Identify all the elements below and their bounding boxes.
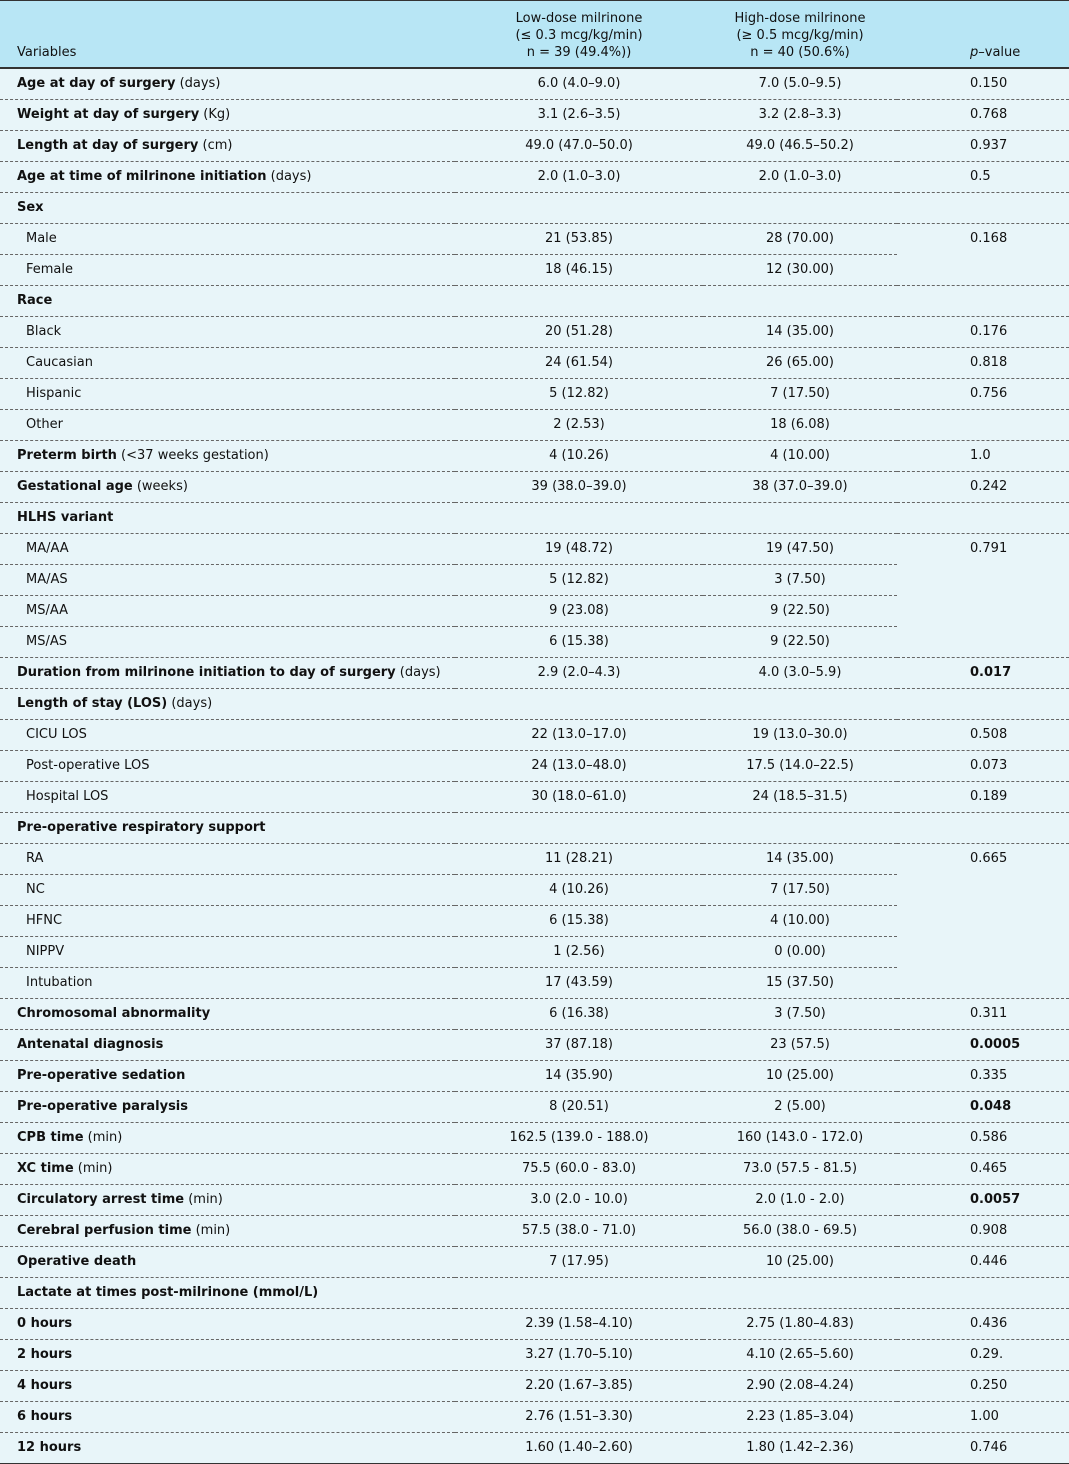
table-row	[0, 223, 1069, 254]
variable-label: Lactate at times post-milrinone (mmol/L)	[17, 1285, 319, 1300]
low-dose-value	[455, 1277, 703, 1308]
variable-label: Hospital LOS	[26, 789, 109, 804]
variable-label: Race	[17, 293, 53, 308]
p-value: 0.768	[970, 107, 1008, 122]
variable-cell	[0, 688, 455, 719]
low-dose-value: 4 (10.26)	[549, 448, 609, 463]
high-dose-value: 4 (10.00)	[770, 913, 830, 928]
variable-label: Hispanic	[26, 386, 82, 401]
high-dose-value	[703, 502, 897, 533]
separator-mask	[897, 625, 1069, 627]
variable-label: NC	[26, 882, 45, 897]
low-dose-value: 57.5 (38.0 - 71.0)	[521, 1223, 637, 1238]
p-value: 0.242	[970, 479, 1008, 494]
low-dose-value: 5 (12.82)	[549, 386, 609, 401]
separator-mask	[897, 253, 1069, 255]
high-dose-value: 28 (70.00)	[765, 231, 835, 246]
variable-unit: (<37 weeks gestation)	[116, 448, 269, 463]
separator-mask	[897, 904, 1069, 906]
variable-cell	[0, 1153, 455, 1184]
p-value: 0.048	[970, 1099, 1012, 1114]
high-dose-value: 56.0 (38.0 - 69.5)	[742, 1223, 858, 1238]
variable-cell	[0, 998, 455, 1029]
low-dose-value: 3.0 (2.0 - 10.0)	[530, 1192, 628, 1207]
table-row	[0, 874, 1069, 905]
variable-label: Pre-operative paralysis	[17, 1099, 188, 1114]
variable-label: Caucasian	[26, 355, 93, 370]
high-dose-value: 3 (7.50)	[774, 572, 826, 587]
variable-label: Cerebral perfusion time	[17, 1223, 192, 1238]
low-dose-value	[455, 502, 703, 533]
low-dose-value: 22 (13.0–17.0)	[531, 727, 627, 742]
variable-cell	[0, 1432, 455, 1463]
variable-cell	[0, 1091, 455, 1122]
variable-cell	[0, 843, 455, 874]
variable-unit: (days)	[395, 665, 441, 680]
p-value: 0.189	[970, 789, 1008, 804]
high-dose-value: 160 (143.0 - 172.0)	[736, 1130, 864, 1145]
high-dose-value	[703, 192, 897, 223]
p-value: 0.746	[970, 1440, 1008, 1455]
p-value	[897, 285, 1069, 316]
table-row	[0, 1401, 1069, 1432]
variable-label: Operative death	[17, 1254, 137, 1269]
high-dose-value: 3 (7.50)	[774, 1006, 826, 1021]
high-dose-value: 49.0 (46.5–50.2)	[746, 138, 854, 153]
low-dose-value: 6 (15.38)	[549, 634, 609, 649]
variable-label: Chromosomal abnormality	[17, 1006, 211, 1021]
high-dose-value: 14 (35.00)	[765, 324, 835, 339]
low-dose-value: 49.0 (47.0–50.0)	[525, 138, 633, 153]
low-dose-value: 1 (2.56)	[553, 944, 605, 959]
variable-label: 0 hours	[17, 1316, 73, 1331]
table-row	[0, 1370, 1069, 1401]
variable-label: Antenatal diagnosis	[17, 1037, 164, 1052]
p-value: 0.017	[970, 665, 1012, 680]
variable-cell	[0, 874, 455, 905]
variable-unit: (weeks)	[132, 479, 188, 494]
low-dose-value: 39 (38.0–39.0)	[531, 479, 627, 494]
low-dose-value: 24 (61.54)	[544, 355, 614, 370]
high-dose-value	[703, 1277, 897, 1308]
table-row	[0, 1184, 1069, 1215]
variable-label: Circulatory arrest time	[17, 1192, 185, 1207]
variable-cell	[0, 905, 455, 936]
low-dose-value: 3.1 (2.6–3.5)	[537, 107, 621, 122]
variable-cell	[0, 1029, 455, 1060]
variable-cell	[0, 626, 455, 657]
table-row	[0, 1215, 1069, 1246]
variable-cell	[0, 1308, 455, 1339]
variable-label: Age at day of surgery	[17, 76, 176, 91]
high-dose-value: 3.2 (2.8–3.3)	[758, 107, 842, 122]
low-dose-value: 7 (17.95)	[549, 1254, 609, 1269]
low-dose-value: 6.0 (4.0–9.0)	[537, 76, 621, 91]
p-value: 0.818	[970, 355, 1008, 370]
high-dose-value	[703, 688, 897, 719]
high-dose-value: 2 (5.00)	[774, 1099, 826, 1114]
table-row	[0, 1060, 1069, 1091]
p-value: 0.150	[970, 76, 1008, 91]
variable-unit: (min)	[184, 1192, 223, 1207]
low-dose-value: 162.5 (139.0 - 188.0)	[509, 1130, 649, 1145]
variable-label: Other	[26, 417, 63, 432]
variable-cell	[0, 1215, 455, 1246]
p-value: 0.176	[970, 324, 1008, 339]
variable-cell	[0, 564, 455, 595]
p-value	[897, 688, 1069, 719]
high-dose-value: 7 (17.50)	[770, 882, 830, 897]
low-dose-value: 14 (35.90)	[544, 1068, 614, 1083]
p-value	[897, 626, 1069, 657]
variable-label: Preterm birth	[17, 448, 117, 463]
table-row	[0, 595, 1069, 626]
variable-cell	[0, 595, 455, 626]
low-dose-value: 18 (46.15)	[544, 262, 614, 277]
low-dose-value: 8 (20.51)	[549, 1099, 609, 1114]
table-row	[0, 750, 1069, 781]
low-dose-value: 9 (23.08)	[549, 603, 609, 618]
p-value: 0.250	[970, 1378, 1008, 1393]
table-row	[0, 471, 1069, 502]
high-dose-value: 17.5 (14.0–22.5)	[746, 758, 854, 773]
low-dose-value: 3.27 (1.70–5.10)	[525, 1347, 633, 1362]
variable-cell	[0, 1060, 455, 1091]
table-row	[0, 1029, 1069, 1060]
variable-cell	[0, 347, 455, 378]
high-dose-value: 15 (37.50)	[765, 975, 835, 990]
low-dose-value: 11 (28.21)	[544, 851, 614, 866]
high-dose-value: 14 (35.00)	[765, 851, 835, 866]
variable-cell	[0, 502, 455, 533]
variable-cell	[0, 223, 455, 254]
low-dose-value: 20 (51.28)	[544, 324, 614, 339]
high-dose-value: 2.75 (1.80–4.83)	[746, 1316, 854, 1331]
variable-label: Pre-operative respiratory support	[17, 820, 266, 835]
low-dose-value: 4 (10.26)	[549, 882, 609, 897]
variable-label: CICU LOS	[26, 727, 87, 742]
low-dose-value: 17 (43.59)	[544, 975, 614, 990]
variable-cell	[0, 192, 455, 223]
low-dose-value: 2.39 (1.58–4.10)	[525, 1316, 633, 1331]
p-value	[897, 595, 1069, 626]
variable-label: NIPPV	[26, 944, 65, 959]
header-variables: Variables	[17, 44, 77, 60]
high-dose-value: 73.0 (57.5 - 81.5)	[742, 1161, 858, 1176]
low-dose-value	[455, 192, 703, 223]
variable-label: MS/AS	[26, 634, 67, 649]
table-row	[0, 1432, 1069, 1463]
variable-cell	[0, 1184, 455, 1215]
p-value: 0.508	[970, 727, 1008, 742]
high-dose-value: 19 (47.50)	[765, 541, 835, 556]
variable-label: 4 hours	[17, 1378, 73, 1393]
high-dose-value: 1.80 (1.42–2.36)	[746, 1440, 854, 1455]
variable-cell	[0, 1122, 455, 1153]
variable-cell	[0, 719, 455, 750]
table-row	[0, 1308, 1069, 1339]
separator-mask	[897, 966, 1069, 968]
variable-cell	[0, 750, 455, 781]
low-dose-value	[455, 688, 703, 719]
high-dose-value: 7 (17.50)	[770, 386, 830, 401]
variable-cell	[0, 409, 455, 440]
p-value: 0.0005	[970, 1037, 1021, 1052]
variable-cell	[0, 254, 455, 285]
p-value: 0.311	[970, 1006, 1008, 1021]
p-value: 0.073	[970, 758, 1008, 773]
low-dose-value: 75.5 (60.0 - 83.0)	[521, 1161, 637, 1176]
table-row	[0, 409, 1069, 440]
p-value: 0.436	[970, 1316, 1008, 1331]
high-dose-value: 19 (13.0–30.0)	[752, 727, 848, 742]
variable-unit: (days)	[266, 169, 312, 184]
low-dose-value: 2.9 (2.0–4.3)	[537, 665, 621, 680]
p-value: 0.665	[970, 851, 1008, 866]
table-row	[0, 688, 1069, 719]
variable-cell	[0, 378, 455, 409]
table-row	[0, 316, 1069, 347]
variable-unit: (days)	[167, 696, 213, 711]
variable-cell	[0, 285, 455, 316]
variable-label: MS/AA	[26, 603, 68, 618]
p-value: 0.446	[970, 1254, 1008, 1269]
p-value	[897, 812, 1069, 843]
high-dose-value: 38 (37.0–39.0)	[752, 479, 848, 494]
variable-cell	[0, 161, 455, 192]
p-value: 0.5	[970, 169, 991, 184]
variable-label: Male	[26, 231, 57, 246]
p-value	[897, 564, 1069, 595]
p-value	[897, 1277, 1069, 1308]
table-row	[0, 843, 1069, 874]
table-row	[0, 99, 1069, 130]
high-dose-value: 23 (57.5)	[770, 1037, 830, 1052]
table-row	[0, 285, 1069, 316]
low-dose-value	[455, 285, 703, 316]
p-value: 0.756	[970, 386, 1008, 401]
separator-mask	[897, 594, 1069, 596]
table-row	[0, 812, 1069, 843]
p-value: 0.168	[970, 231, 1008, 246]
low-dose-value: 24 (13.0–48.0)	[531, 758, 627, 773]
variable-unit: (cm)	[198, 138, 233, 153]
table-row	[0, 967, 1069, 998]
low-dose-value: 2 (2.53)	[553, 417, 605, 432]
header-low-dose: Low-dose milrinone (≤ 0.3 mcg/kg/min) n = 39 (49.4%))	[515, 10, 643, 60]
high-dose-value: 24 (18.5–31.5)	[752, 789, 848, 804]
variable-cell	[0, 657, 455, 688]
table-header	[0, 1, 1069, 68]
variable-label: Sex	[17, 200, 44, 215]
p-value: 1.0	[970, 448, 991, 463]
variable-cell	[0, 130, 455, 161]
table-row	[0, 998, 1069, 1029]
low-dose-value: 37 (87.18)	[544, 1037, 614, 1052]
table-row	[0, 719, 1069, 750]
low-dose-value: 30 (18.0–61.0)	[531, 789, 627, 804]
p-value: 1.00	[970, 1409, 999, 1424]
high-dose-value: 2.0 (1.0 - 2.0)	[755, 1192, 845, 1207]
p-value	[897, 905, 1069, 936]
table-row	[0, 130, 1069, 161]
variable-cell	[0, 99, 455, 130]
variable-label: Gestational age	[17, 479, 133, 494]
variable-label: Length at day of surgery	[17, 138, 199, 153]
separator-mask	[897, 873, 1069, 875]
variable-label: Intubation	[26, 975, 93, 990]
variable-label: MA/AS	[26, 572, 68, 587]
variable-label: HFNC	[26, 913, 63, 928]
table-row	[0, 68, 1069, 100]
variable-label: Age at time of milrinone initiation	[17, 169, 267, 184]
table-row	[0, 1153, 1069, 1184]
p-value: 0.908	[970, 1223, 1008, 1238]
table-row	[0, 936, 1069, 967]
variable-label: XC time	[17, 1161, 74, 1176]
p-value	[897, 254, 1069, 285]
variable-unit: (days)	[175, 76, 221, 91]
variable-cell	[0, 1401, 455, 1432]
separator-mask	[897, 563, 1069, 565]
low-dose-value: 19 (48.72)	[544, 541, 614, 556]
variable-label: Duration from milrinone initiation to day of surgery	[17, 665, 396, 680]
p-value: 0.29.	[970, 1347, 1004, 1362]
variable-cell	[0, 1370, 455, 1401]
variable-label: 2 hours	[17, 1347, 73, 1362]
high-dose-value: 10 (25.00)	[765, 1068, 835, 1083]
table-row	[0, 254, 1069, 285]
p-value	[897, 192, 1069, 223]
table-row	[0, 1277, 1069, 1308]
table-row	[0, 1246, 1069, 1277]
table-row	[0, 192, 1069, 223]
variable-label: Weight at day of surgery	[17, 107, 200, 122]
variable-cell	[0, 781, 455, 812]
p-value	[897, 502, 1069, 533]
variable-label: Female	[26, 262, 74, 277]
table-row	[0, 347, 1069, 378]
variable-cell	[0, 440, 455, 471]
variable-label: MA/AA	[26, 541, 69, 556]
p-value: 0.937	[970, 138, 1008, 153]
variable-cell	[0, 471, 455, 502]
high-dose-value: 2.90 (2.08–4.24)	[746, 1378, 854, 1393]
high-dose-value: 2.0 (1.0–3.0)	[758, 169, 842, 184]
variable-cell	[0, 1246, 455, 1277]
table-body	[0, 68, 1069, 1464]
low-dose-value: 21 (53.85)	[544, 231, 614, 246]
variable-unit: (Kg)	[199, 107, 231, 122]
variable-cell	[0, 936, 455, 967]
table-row	[0, 440, 1069, 471]
high-dose-value: 4.0 (3.0–5.9)	[758, 665, 842, 680]
table-row	[0, 378, 1069, 409]
p-value: 0.465	[970, 1161, 1008, 1176]
table-row	[0, 1091, 1069, 1122]
low-dose-value: 6 (16.38)	[549, 1006, 609, 1021]
high-dose-value: 18 (6.08)	[770, 417, 830, 432]
variable-cell	[0, 812, 455, 843]
high-dose-value: 26 (65.00)	[765, 355, 835, 370]
high-dose-value: 0 (0.00)	[774, 944, 826, 959]
variable-label: RA	[26, 851, 44, 866]
variable-cell	[0, 1339, 455, 1370]
table-row	[0, 905, 1069, 936]
variable-label: Pre-operative sedation	[17, 1068, 186, 1083]
table-row	[0, 1122, 1069, 1153]
p-value	[897, 409, 1069, 440]
high-dose-value: 4 (10.00)	[770, 448, 830, 463]
high-dose-value: 4.10 (2.65–5.60)	[746, 1347, 854, 1362]
variable-label: Length of stay (LOS)	[17, 696, 168, 711]
p-value	[897, 936, 1069, 967]
variable-cell	[0, 68, 455, 100]
variable-unit: (min)	[83, 1130, 123, 1145]
low-dose-value	[455, 812, 703, 843]
variable-label: Post-operative LOS	[26, 758, 150, 773]
low-dose-value: 1.60 (1.40–2.60)	[525, 1440, 633, 1455]
variable-label: 12 hours	[17, 1440, 82, 1455]
p-value: 0.0057	[970, 1192, 1021, 1207]
header-p-value: p–value	[970, 44, 1021, 60]
table-row	[0, 626, 1069, 657]
table-row	[0, 564, 1069, 595]
variable-cell	[0, 1277, 455, 1308]
variable-cell	[0, 967, 455, 998]
high-dose-value	[703, 812, 897, 843]
table-row	[0, 657, 1069, 688]
high-dose-value: 9 (22.50)	[770, 603, 830, 618]
table-row	[0, 533, 1069, 564]
table-row	[0, 161, 1069, 192]
variable-unit: (min)	[73, 1161, 113, 1176]
table-row	[0, 781, 1069, 812]
p-value: 0.586	[970, 1130, 1008, 1145]
header-high-dose: High-dose milrinone (≥ 0.5 mcg/kg/min) n = 40 (50.6%)	[734, 10, 866, 60]
p-value: 0.791	[970, 541, 1008, 556]
low-dose-value: 5 (12.82)	[549, 572, 609, 587]
variable-cell	[0, 316, 455, 347]
high-dose-value	[703, 285, 897, 316]
table-row	[0, 502, 1069, 533]
high-dose-value: 10 (25.00)	[765, 1254, 835, 1269]
p-value	[897, 967, 1069, 998]
p-value: 0.335	[970, 1068, 1008, 1083]
table-row	[0, 1339, 1069, 1370]
low-dose-value: 6 (15.38)	[549, 913, 609, 928]
variable-label: 6 hours	[17, 1409, 73, 1424]
high-dose-value: 7.0 (5.0–9.5)	[758, 76, 842, 91]
low-dose-value: 2.0 (1.0–3.0)	[537, 169, 621, 184]
variable-label: Black	[26, 324, 62, 339]
p-value	[897, 874, 1069, 905]
variable-label: HLHS variant	[17, 510, 114, 525]
low-dose-value: 2.76 (1.51–3.30)	[525, 1409, 633, 1424]
variable-cell	[0, 533, 455, 564]
low-dose-value: 2.20 (1.67–3.85)	[525, 1378, 633, 1393]
variable-label: CPB time	[17, 1130, 84, 1145]
high-dose-value: 2.23 (1.85–3.04)	[746, 1409, 854, 1424]
variable-unit: (min)	[191, 1223, 231, 1238]
high-dose-value: 9 (22.50)	[770, 634, 830, 649]
separator-mask	[897, 935, 1069, 937]
high-dose-value: 12 (30.00)	[765, 262, 835, 277]
